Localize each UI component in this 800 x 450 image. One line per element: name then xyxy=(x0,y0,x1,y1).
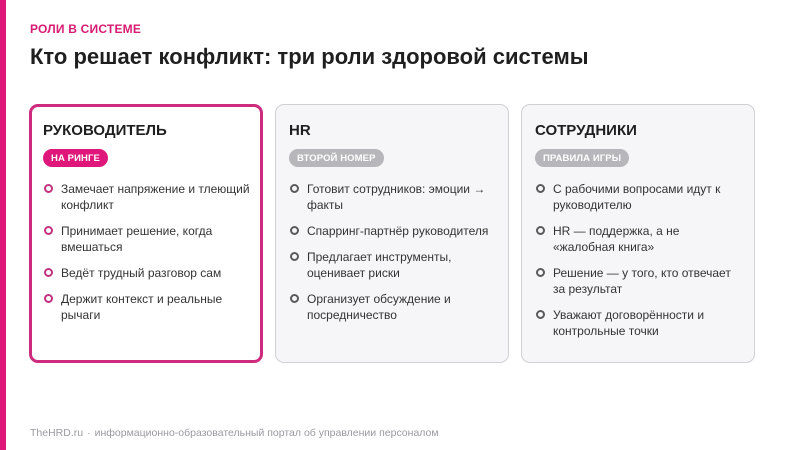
bullet-circle-icon xyxy=(44,294,53,303)
bullet-circle-icon xyxy=(536,226,545,235)
list-item xyxy=(535,307,742,339)
list-item-text: Принимает решение, когда вмешаться xyxy=(61,224,213,254)
footer-description: информационно-образовательный портал об управлении персоналом xyxy=(94,427,439,439)
list-item xyxy=(289,223,496,239)
footer-separator: · xyxy=(87,427,91,439)
bullet-circle-icon xyxy=(290,184,299,193)
card-manager xyxy=(29,104,263,363)
card-list xyxy=(535,181,742,339)
section-eyebrow: РОЛИ В СИСТЕМЕ xyxy=(30,22,142,36)
card-title: HR xyxy=(289,122,311,139)
list-item xyxy=(289,249,496,281)
footer xyxy=(30,427,439,439)
bullet-circle-icon xyxy=(290,252,299,261)
list-item xyxy=(535,265,742,297)
card-hr xyxy=(275,104,509,363)
bullet-circle-icon xyxy=(290,294,299,303)
role-badge: НА РИНГЕ xyxy=(43,149,108,167)
list-item xyxy=(43,265,250,281)
list-item-text: С рабочими вопросами идут к руководителю xyxy=(553,182,721,212)
page-title: Кто решает конфликт: три роли здоровой системы xyxy=(30,44,589,69)
roles-cards xyxy=(29,104,756,363)
list-item-text: Уважают договорённости и контрольные точки xyxy=(553,308,705,338)
list-item-text: Организует обсуждение и посредничество xyxy=(307,292,451,322)
list-item xyxy=(289,181,496,213)
list-item-text: HR — поддержка, а не «жалобная книга» xyxy=(553,224,680,254)
list-item-text: Ведёт трудный разговор сам xyxy=(61,266,222,280)
card-title: СОТРУДНИКИ xyxy=(535,122,637,139)
card-employees xyxy=(521,104,755,363)
card-list xyxy=(43,181,250,323)
list-item xyxy=(535,223,742,255)
list-item-text: Спарринг-партнёр руководителя xyxy=(307,224,489,238)
list-item xyxy=(43,181,250,213)
card-list xyxy=(289,181,496,323)
bullet-circle-icon xyxy=(536,268,545,277)
footer-site: TheHRD.ru xyxy=(30,427,84,439)
list-item xyxy=(43,223,250,255)
card-title: РУКОВОДИТЕЛЬ xyxy=(43,122,167,139)
bullet-circle-icon xyxy=(536,310,545,319)
bullet-circle-icon xyxy=(536,184,545,193)
bullet-circle-icon xyxy=(290,226,299,235)
list-item-text: Держит контекст и реальные рычаги xyxy=(61,292,223,322)
list-item xyxy=(289,291,496,323)
bullet-circle-icon xyxy=(44,268,53,277)
list-item xyxy=(43,291,250,323)
list-item-text: Решение — у того, кто отвечает за результат xyxy=(553,266,731,296)
list-item-text: Предлагает инструменты, оценивает риски xyxy=(307,250,452,280)
list-item xyxy=(535,181,742,213)
list-item-text: Готовит сотрудников: эмоции → факты xyxy=(307,182,486,212)
role-badge: ПРАВИЛА ИГРЫ xyxy=(535,149,629,167)
list-item-text: Замечает напряжение и тлеющий конфликт xyxy=(61,182,250,212)
role-badge: ВТОРОЙ НОМЕР xyxy=(289,149,384,167)
accent-bar xyxy=(0,0,6,450)
bullet-circle-icon xyxy=(44,184,53,193)
bullet-circle-icon xyxy=(44,226,53,235)
